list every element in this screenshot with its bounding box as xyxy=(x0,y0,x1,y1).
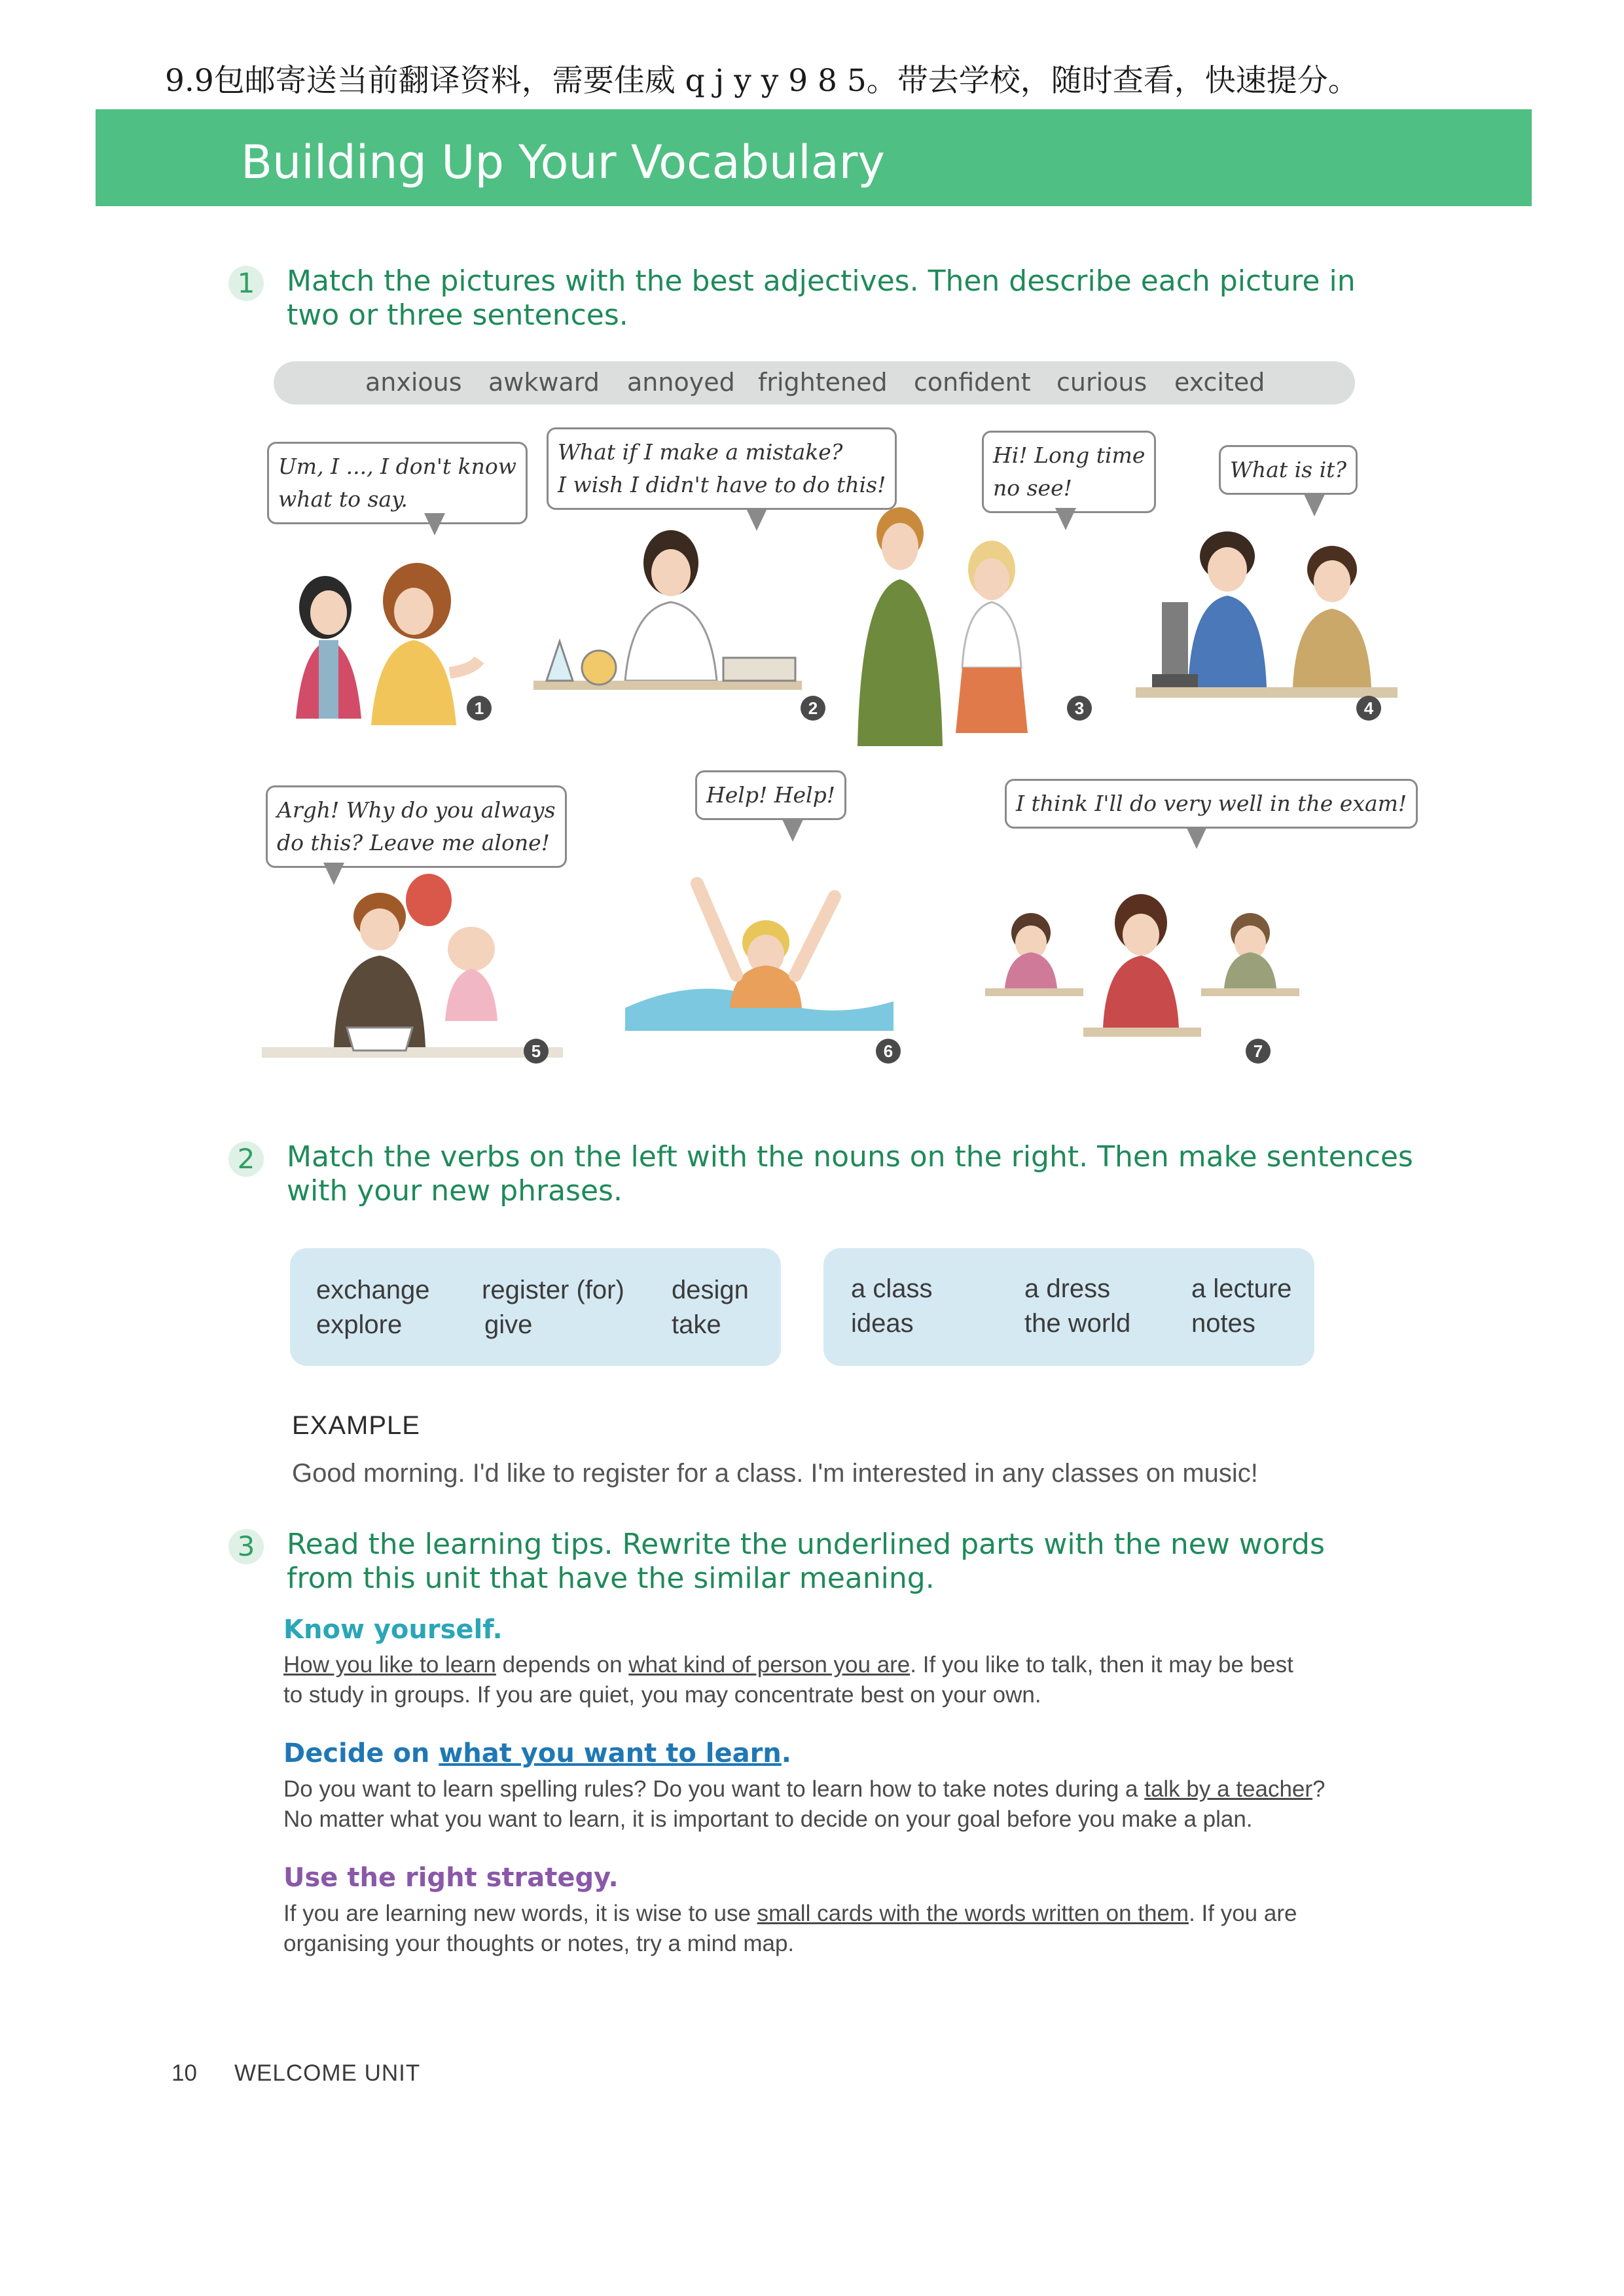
picture-3 xyxy=(831,497,1080,746)
speech-bubble-5 xyxy=(266,785,567,868)
noun-word: notes xyxy=(1191,1309,1255,1338)
noun-box xyxy=(823,1248,1314,1366)
adjective-word: anxious xyxy=(365,368,462,397)
bubble-text: I wish I didn't have to do this! xyxy=(558,472,886,497)
illustration-nervous-scientist-icon xyxy=(514,511,821,740)
verb-word: design xyxy=(672,1276,749,1304)
section-title: Building Up Your Vocabulary xyxy=(241,135,885,189)
picture-number-badge: 3 xyxy=(1067,696,1092,721)
illustration-drowning-boy-icon xyxy=(619,844,900,1034)
verb-word: exchange xyxy=(316,1276,430,1304)
bubble-tail xyxy=(1186,827,1207,849)
instruction-line: Match the verbs on the left with the nouns on the right. Then make sentences xyxy=(287,1140,1413,1174)
section-banner xyxy=(96,109,1532,206)
adjective-word: frightened xyxy=(758,368,888,397)
instruction-line: two or three sentences. xyxy=(287,298,628,332)
picture-number-badge: 6 xyxy=(876,1039,901,1064)
speech-bubble-4 xyxy=(1219,445,1358,495)
tip-text: Do you want to learn spelling rules? Do you want to learn how to take notes during a xyxy=(283,1776,1145,1802)
exercise-1-number: 1 xyxy=(228,266,264,301)
bubble-tail xyxy=(746,509,767,531)
speech-bubble-6 xyxy=(695,770,846,820)
tip-text: . If you like to talk, then it may be best xyxy=(910,1652,1293,1677)
exercise-2-number: 2 xyxy=(228,1141,264,1177)
bubble-text: Hi! Long time xyxy=(993,442,1146,468)
bubble-tail xyxy=(424,513,445,535)
noun-word: a lecture xyxy=(1191,1274,1292,1303)
illustration-microscope-students-icon xyxy=(1123,524,1398,726)
instruction-line: Match the pictures with the best adjectives. Then describe each picture in xyxy=(287,264,1356,298)
bubble-text: no see! xyxy=(993,475,1072,501)
underlined-phrase: talk by a teacher xyxy=(1144,1776,1313,1802)
picture-7 xyxy=(972,870,1312,1060)
instruction-line: from this unit that have the similar meaning. xyxy=(287,1562,935,1595)
bubble-text: Um, I ..., I don't know xyxy=(278,454,517,479)
tip-1-heading: Know yourself. xyxy=(283,1615,503,1645)
exercise-1-instruction xyxy=(287,264,1356,332)
bubble-text: Help! Help! xyxy=(706,782,835,808)
picture-number-badge: 5 xyxy=(524,1039,549,1064)
page-number: 10 xyxy=(171,2060,197,2086)
bubble-tail xyxy=(1304,494,1325,516)
tip-line xyxy=(283,1650,1383,1680)
adjective-word: awkward xyxy=(488,368,600,397)
picture-number-badge: 2 xyxy=(801,696,825,721)
noun-word: the world xyxy=(1024,1309,1131,1338)
exercise-3-instruction xyxy=(287,1528,1325,1596)
underlined-phrase: small cards with the words written on them xyxy=(757,1901,1189,1926)
underlined-phrase: How you like to learn xyxy=(283,1652,496,1677)
bubble-text: What is it? xyxy=(1230,457,1347,482)
example-text: Good morning. I'd like to register for a class. I'm interested in any classes on music! xyxy=(292,1459,1258,1488)
verb-word: take xyxy=(672,1310,721,1339)
exercise-3-number: 3 xyxy=(228,1529,264,1564)
verb-box xyxy=(290,1248,781,1366)
noun-word: a dress xyxy=(1024,1274,1111,1303)
example-heading: EXAMPLE xyxy=(292,1411,420,1440)
verb-word: give xyxy=(484,1310,533,1339)
adjective-word: confident xyxy=(914,368,1031,397)
tip-line: No matter what you want to learn, it is important to decide on your goal before you make a plan. xyxy=(283,1806,1253,1832)
tip-line: to study in groups. If you are quiet, you may concentrate best on your own. xyxy=(283,1682,1041,1708)
bubble-text: I think I'll do very well in the exam! xyxy=(1016,791,1407,816)
picture-6 xyxy=(619,844,900,1034)
tip-3-body xyxy=(283,1899,1383,1959)
picture-number-badge: 1 xyxy=(467,696,492,721)
tip-line xyxy=(283,1899,1383,1929)
tip-text: . If you are xyxy=(1189,1901,1297,1926)
adjective-word: curious xyxy=(1056,368,1147,397)
picture-5 xyxy=(262,870,563,1073)
bubble-tail xyxy=(323,863,344,885)
tip-text: depends on xyxy=(496,1652,629,1677)
instruction-line: with your new phrases. xyxy=(287,1174,623,1208)
tip-heading-text: Decide on xyxy=(283,1738,439,1768)
tip-text: If you are learning new words, it is wise to use xyxy=(283,1901,757,1926)
verb-word: explore xyxy=(316,1310,403,1339)
adjective-word-bank xyxy=(274,361,1355,404)
verb-word: register (for) xyxy=(482,1276,624,1304)
bubble-tail xyxy=(1055,508,1076,530)
adjective-word: annoyed xyxy=(627,368,735,397)
speech-bubble-3 xyxy=(982,431,1156,513)
bubble-text: what to say. xyxy=(278,486,408,512)
exercise-2-instruction xyxy=(287,1140,1413,1208)
bubble-text: What if I make a mistake? xyxy=(558,439,843,465)
bubble-tail xyxy=(782,819,803,842)
bubble-text: Argh! Why do you always xyxy=(277,797,556,823)
noun-word: ideas xyxy=(851,1309,914,1338)
tip-heading-text: . xyxy=(781,1738,791,1768)
tip-text: ? xyxy=(1312,1776,1326,1802)
illustration-annoyed-student-icon xyxy=(262,870,563,1073)
picture-4 xyxy=(1123,524,1398,726)
tip-line: organising your thoughts or notes, try a mind map. xyxy=(283,1931,795,1956)
illustration-exam-room-icon xyxy=(972,870,1312,1060)
picture-2 xyxy=(514,511,821,740)
tip-1-body xyxy=(283,1650,1383,1710)
tip-2-body xyxy=(283,1774,1383,1835)
underlined-phrase: what kind of person you are xyxy=(628,1652,911,1677)
underlined-phrase: what you want to learn xyxy=(439,1738,782,1768)
tip-2-heading xyxy=(283,1738,791,1768)
speech-bubble-1 xyxy=(267,442,528,524)
noun-word: a class xyxy=(851,1274,933,1303)
speech-bubble-7 xyxy=(1005,779,1418,829)
picture-number-badge: 7 xyxy=(1246,1039,1271,1064)
bubble-text: do this? Leave me alone! xyxy=(277,830,550,855)
tip-line xyxy=(283,1774,1383,1804)
top-note: 9.9包邮寄送当前翻译资料，需要佳威 q j y y 9 8 5。带去学校，随时查看，快速提分。 xyxy=(165,63,1359,99)
picture-number-badge: 4 xyxy=(1356,696,1381,721)
illustration-friends-greeting-icon xyxy=(831,497,1080,746)
tip-3-heading: Use the right strategy. xyxy=(283,1863,619,1893)
instruction-line: Read the learning tips. Rewrite the underlined parts with the new words xyxy=(287,1528,1325,1561)
unit-name: WELCOME UNIT xyxy=(234,2060,421,2086)
adjective-word: excited xyxy=(1174,368,1265,397)
